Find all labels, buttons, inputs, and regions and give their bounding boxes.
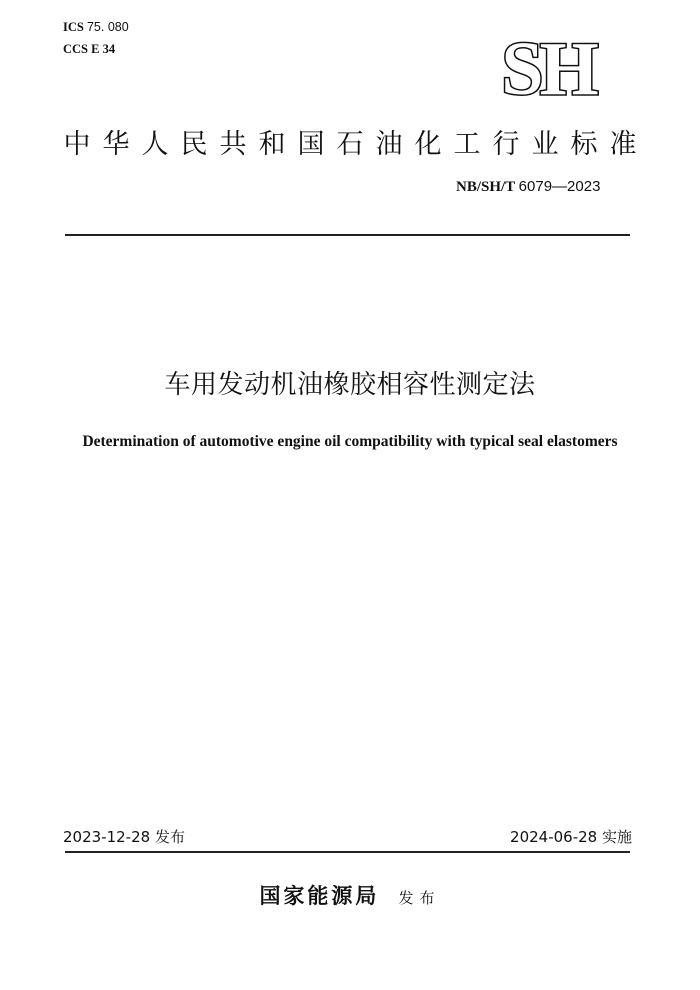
standard-code [456,178,600,196]
issue-date: 2023-12-28 发布 [63,828,185,846]
sh-logo [478,30,618,104]
ics-code [63,20,129,35]
ics-number: 75. 080 [86,20,129,34]
issuer-line [0,880,700,910]
sh-logo-text: SH [501,30,595,104]
standard-title: 中华人民共和国石油化工行业标准 [63,129,649,160]
issuer-name: 国家能源局 [259,884,380,908]
ics-label: ICS [63,20,84,34]
issue-word: 发布 [398,889,441,907]
top-divider [65,234,630,236]
document-title-cn: 车用发动机油橡胶相容性测定法 [164,370,536,400]
standard-code-prefix: NB/SH/T [456,179,515,195]
implementation-date: 2024-06-28 实施 [510,828,632,846]
document-title-en: Determination of automotive engine oil compatibility with typical seal elastomers [82,433,618,450]
standard-code-number: 6079—2023 [518,178,601,195]
bottom-divider [65,851,630,853]
ccs-code: CCS E 34 [63,42,116,56]
